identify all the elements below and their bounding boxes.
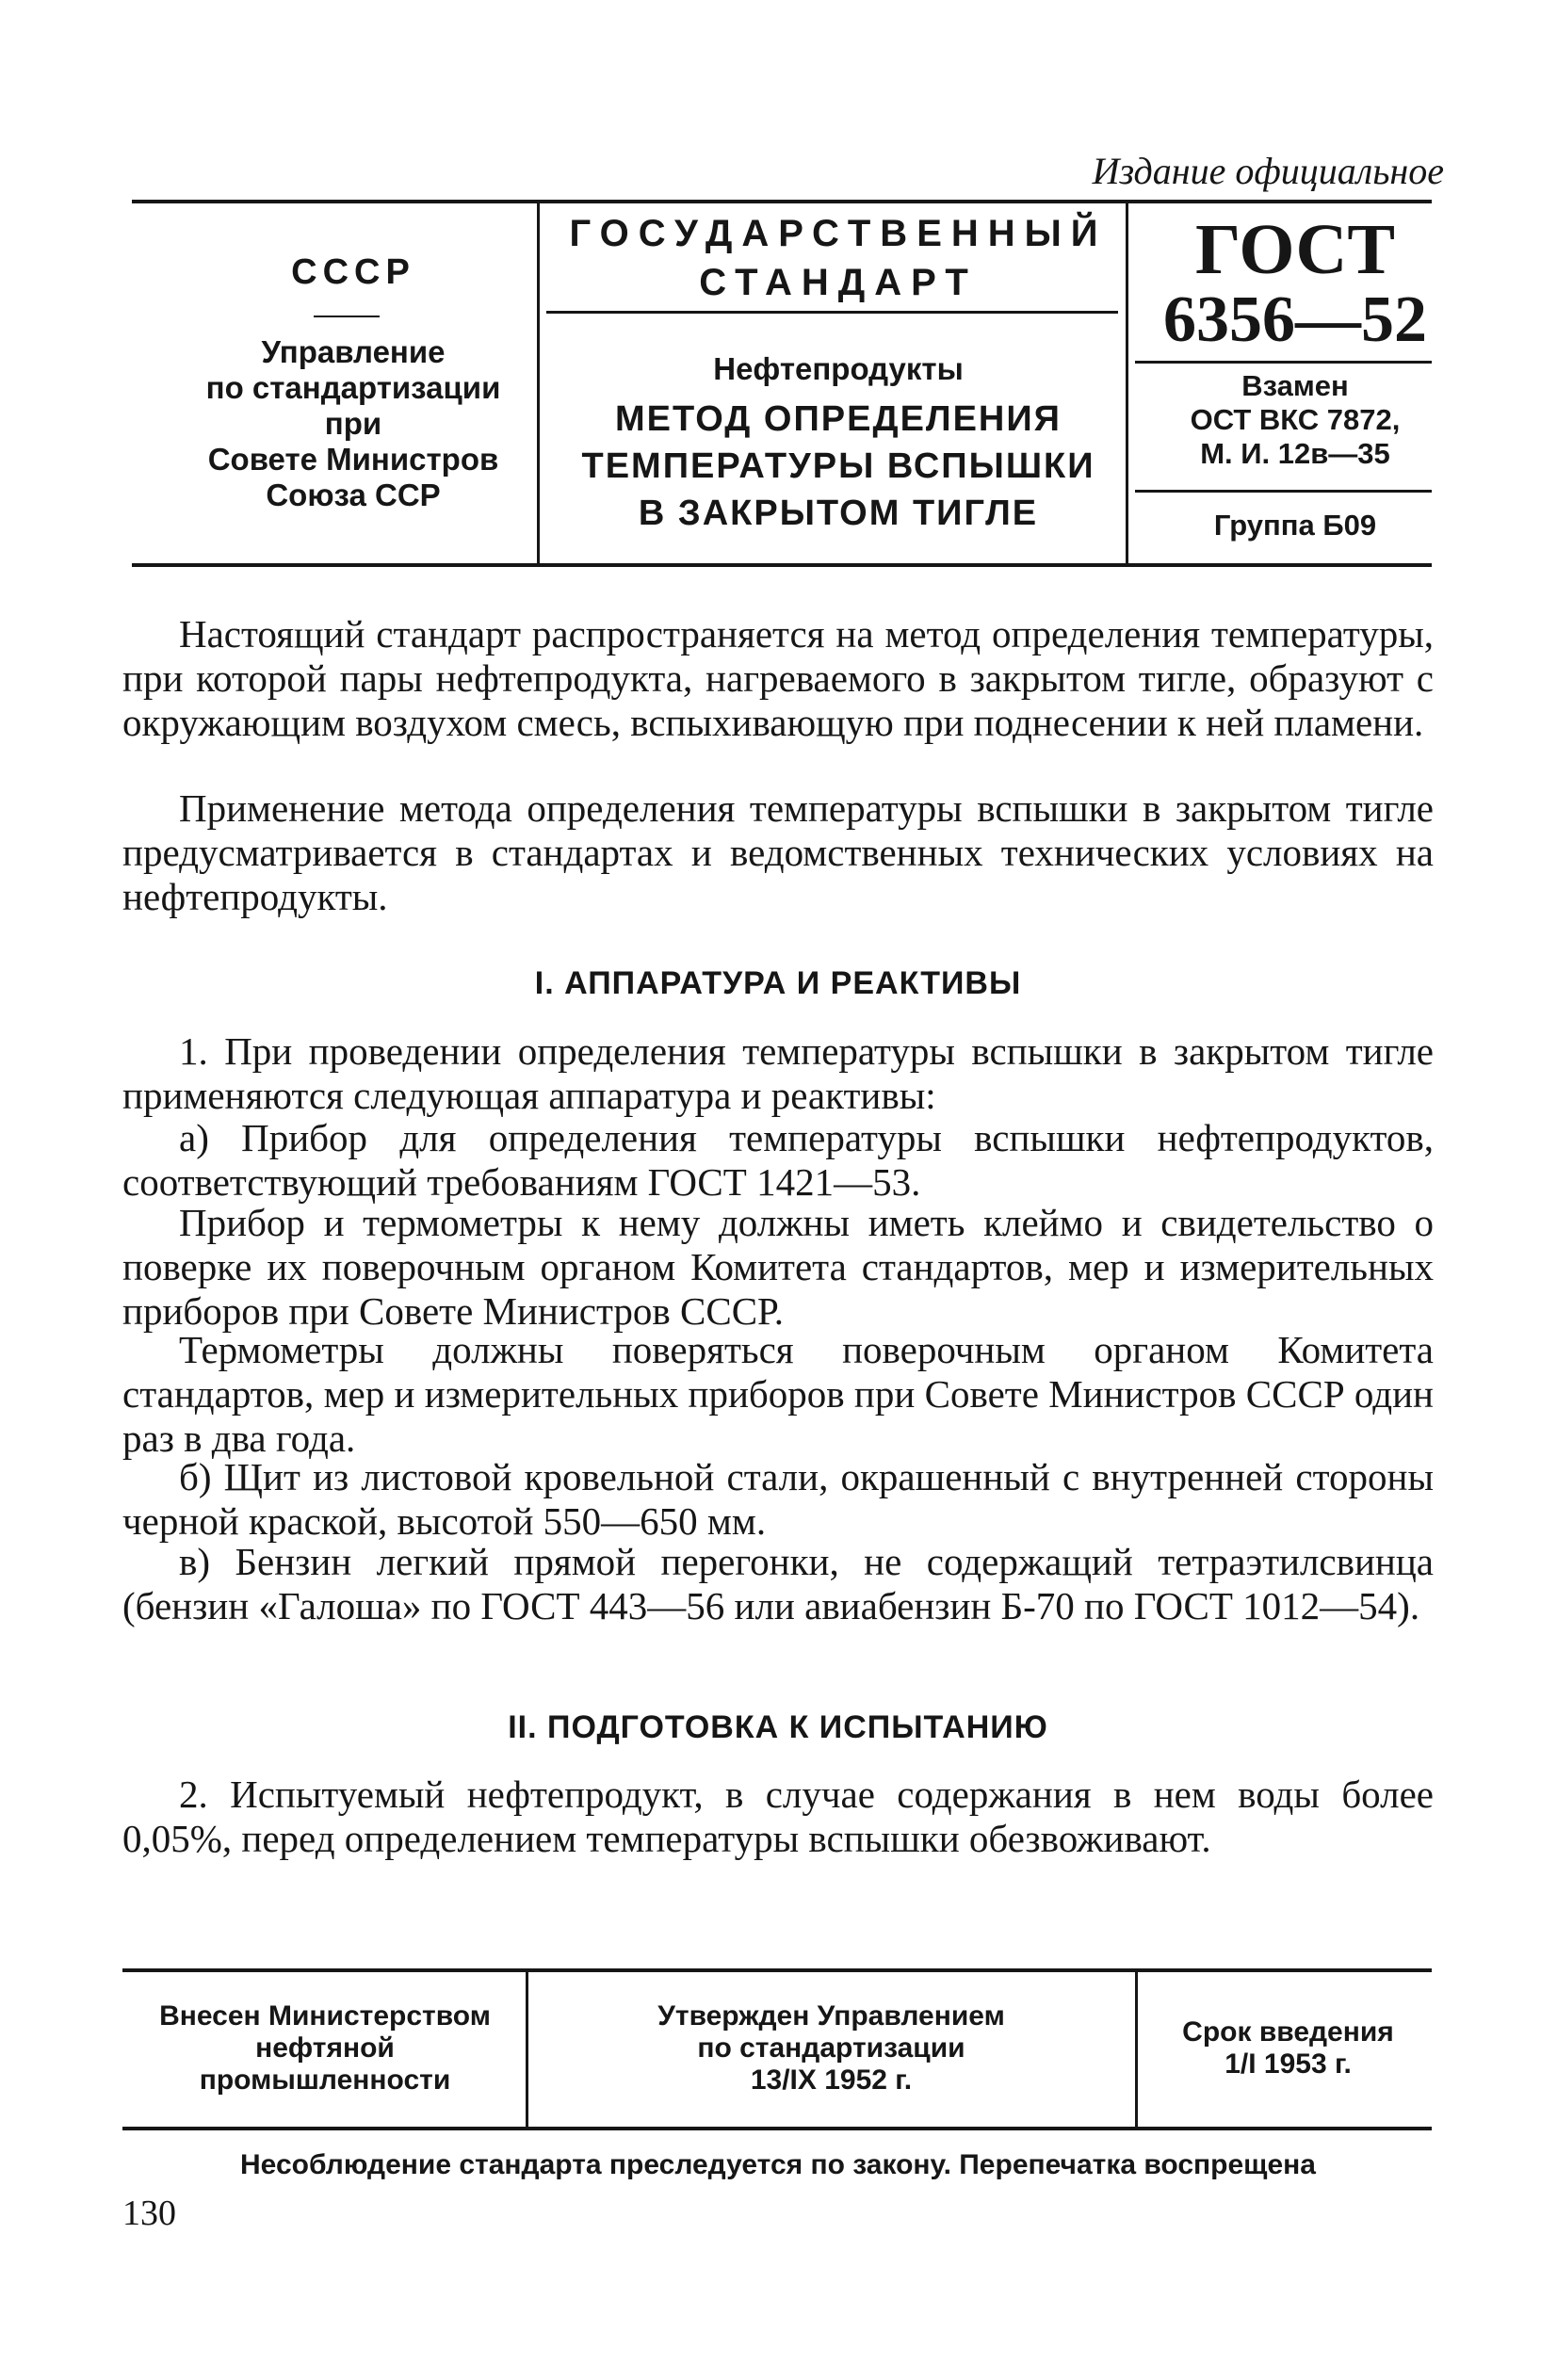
- state-standard-line: ГОСУДАРСТВЕННЫЙ: [569, 213, 1108, 254]
- header-top-rule: [132, 200, 1432, 203]
- approved-line: по стандартизации: [697, 2032, 965, 2064]
- approved-line: 13/IX 1952 г.: [750, 2064, 913, 2096]
- footer-divider-left: [526, 1972, 528, 2127]
- intro-text: Применение метода определения температуры вспышки в закрытом тигле предусматривается в стандартах и ведомственных технических условиях на нефтепродукты.: [122, 786, 1434, 918]
- section1-paragraph: [122, 1201, 1434, 1334]
- submitted-line: нефтяной: [255, 2032, 395, 2064]
- submitted-line: промышленности: [199, 2064, 451, 2096]
- authority-line: Союза ССР: [266, 478, 441, 512]
- paragraph-text: б) Щит из листовой кровельной стали, окрашенный с внутренней стороны черной краской, высотой 550—650 мм.: [122, 1455, 1434, 1543]
- replaces-block: [1130, 369, 1460, 471]
- replaces-line: Взамен: [1241, 369, 1349, 402]
- authority-line: Управление: [261, 334, 446, 369]
- legal-notice: Несоблюдение стандарта преследуется по закону. Перепечатка воспрещена: [240, 2149, 1316, 2180]
- approved-by: [537, 2000, 1126, 2097]
- section1-paragraph: [122, 1116, 1434, 1205]
- footer-bottom-rule: [122, 2127, 1432, 2130]
- paragraph-text: Термометры должны поверяться поверочным органом Комитета стандартов, мер и измерительных приборов при Совете Министров СССР один раз в два года.: [122, 1328, 1434, 1460]
- approved-line: Утвержден Управлением: [657, 2000, 1005, 2032]
- paragraph-text: Прибор и термометры к нему должны иметь клеймо и свидетельство о поверке их поверочным органом Комитета стандартов, мер и измерительных приборов при Совете Министров СССР.: [122, 1201, 1434, 1333]
- section-2-title: II. ПОДГОТОВКА К ИСПЫТАНИЮ: [508, 1709, 1048, 1745]
- paragraph-text: 1. При проведении определения температуры вспышки в закрытом тигле применяются следующая аппаратура и реактивы:: [122, 1029, 1434, 1117]
- paragraph-text: а) Прибор для определения температуры вспышки нефтепродуктов, соответствующий требованиям ГОСТ 1421—53.: [122, 1116, 1434, 1204]
- effective-date: [1144, 2016, 1432, 2080]
- authority-block: [122, 334, 584, 513]
- state-standard-label: [551, 209, 1126, 307]
- title-line: МЕТОД ОПРЕДЕЛЕНИЯ: [614, 399, 1062, 439]
- country-label: СССР: [291, 252, 415, 292]
- document-title: [551, 396, 1126, 537]
- group-label: Группа Б09: [1213, 509, 1377, 542]
- section1-paragraph: [122, 1328, 1434, 1461]
- gost-number: 6356—52: [1163, 283, 1427, 356]
- section1-paragraph: [122, 1455, 1434, 1544]
- submitted-by: [132, 2000, 518, 2097]
- paragraph-text: в) Бензин легкий прямой перегонки, не содержащий тетраэтилсвинца (бензин «Галоша» по ГОСТ 443—56 или авиабензин Б-70 по ГОСТ 1012—54).: [122, 1540, 1434, 1627]
- section1-paragraph: [122, 1540, 1434, 1628]
- title-line: В ЗАКРЫТОМ ТИГЛЕ: [638, 494, 1039, 533]
- footer-top-rule: [122, 1968, 1432, 1972]
- section2-paragraph: [122, 1773, 1434, 1861]
- title-line: ТЕМПЕРАТУРЫ ВСПЫШКИ: [581, 446, 1095, 486]
- footer-divider-right: [1135, 1972, 1138, 2127]
- header-bottom-rule: [132, 563, 1432, 567]
- replaces-line: М. И. 12в—35: [1200, 437, 1390, 470]
- effective-line: Срок введения: [1182, 2016, 1394, 2048]
- header-dash: [314, 316, 380, 317]
- paragraph-text: 2. Испытуемый нефтепродукт, в случае содержания в нем воды более 0,05%, перед определением температуры вспышки обезвоживают.: [122, 1773, 1434, 1860]
- right-inner-rule-1: [1135, 361, 1432, 364]
- effective-line: 1/I 1953 г.: [1225, 2048, 1352, 2080]
- state-standard-line: СТАНДАРТ: [699, 262, 978, 303]
- authority-line: при: [324, 406, 382, 441]
- page-number: 130: [122, 2194, 176, 2233]
- subject-label: Нефтепродукты: [713, 351, 964, 386]
- intro-text: Настоящий стандарт распространяется на метод определения температуры, при которой пары нефтепродукта, нагреваемого в закрытом тигле, образуют с окружающим воздухом смесь, вспыхивающую при поднесении к ней пламени.: [122, 612, 1434, 744]
- authority-line: по стандартизации: [205, 370, 501, 405]
- section-1-title: I. АППАРАТУРА И РЕАКТИВЫ: [534, 965, 1022, 1001]
- authority-line: Совете Министров: [207, 442, 499, 477]
- submitted-line: Внесен Министерством: [159, 2000, 491, 2032]
- center-inner-rule: [546, 311, 1118, 314]
- replaces-line: ОСТ ВКС 7872,: [1190, 403, 1401, 436]
- edition-label: Издание официальное: [1092, 150, 1444, 192]
- header-divider-right: [1126, 200, 1128, 567]
- gost-label: ГОСТ: [1194, 210, 1396, 289]
- right-inner-rule-2: [1135, 490, 1432, 493]
- section1-paragraph: [122, 1029, 1434, 1118]
- intro-paragraph-1: [122, 612, 1434, 745]
- intro-paragraph-2: [122, 786, 1434, 919]
